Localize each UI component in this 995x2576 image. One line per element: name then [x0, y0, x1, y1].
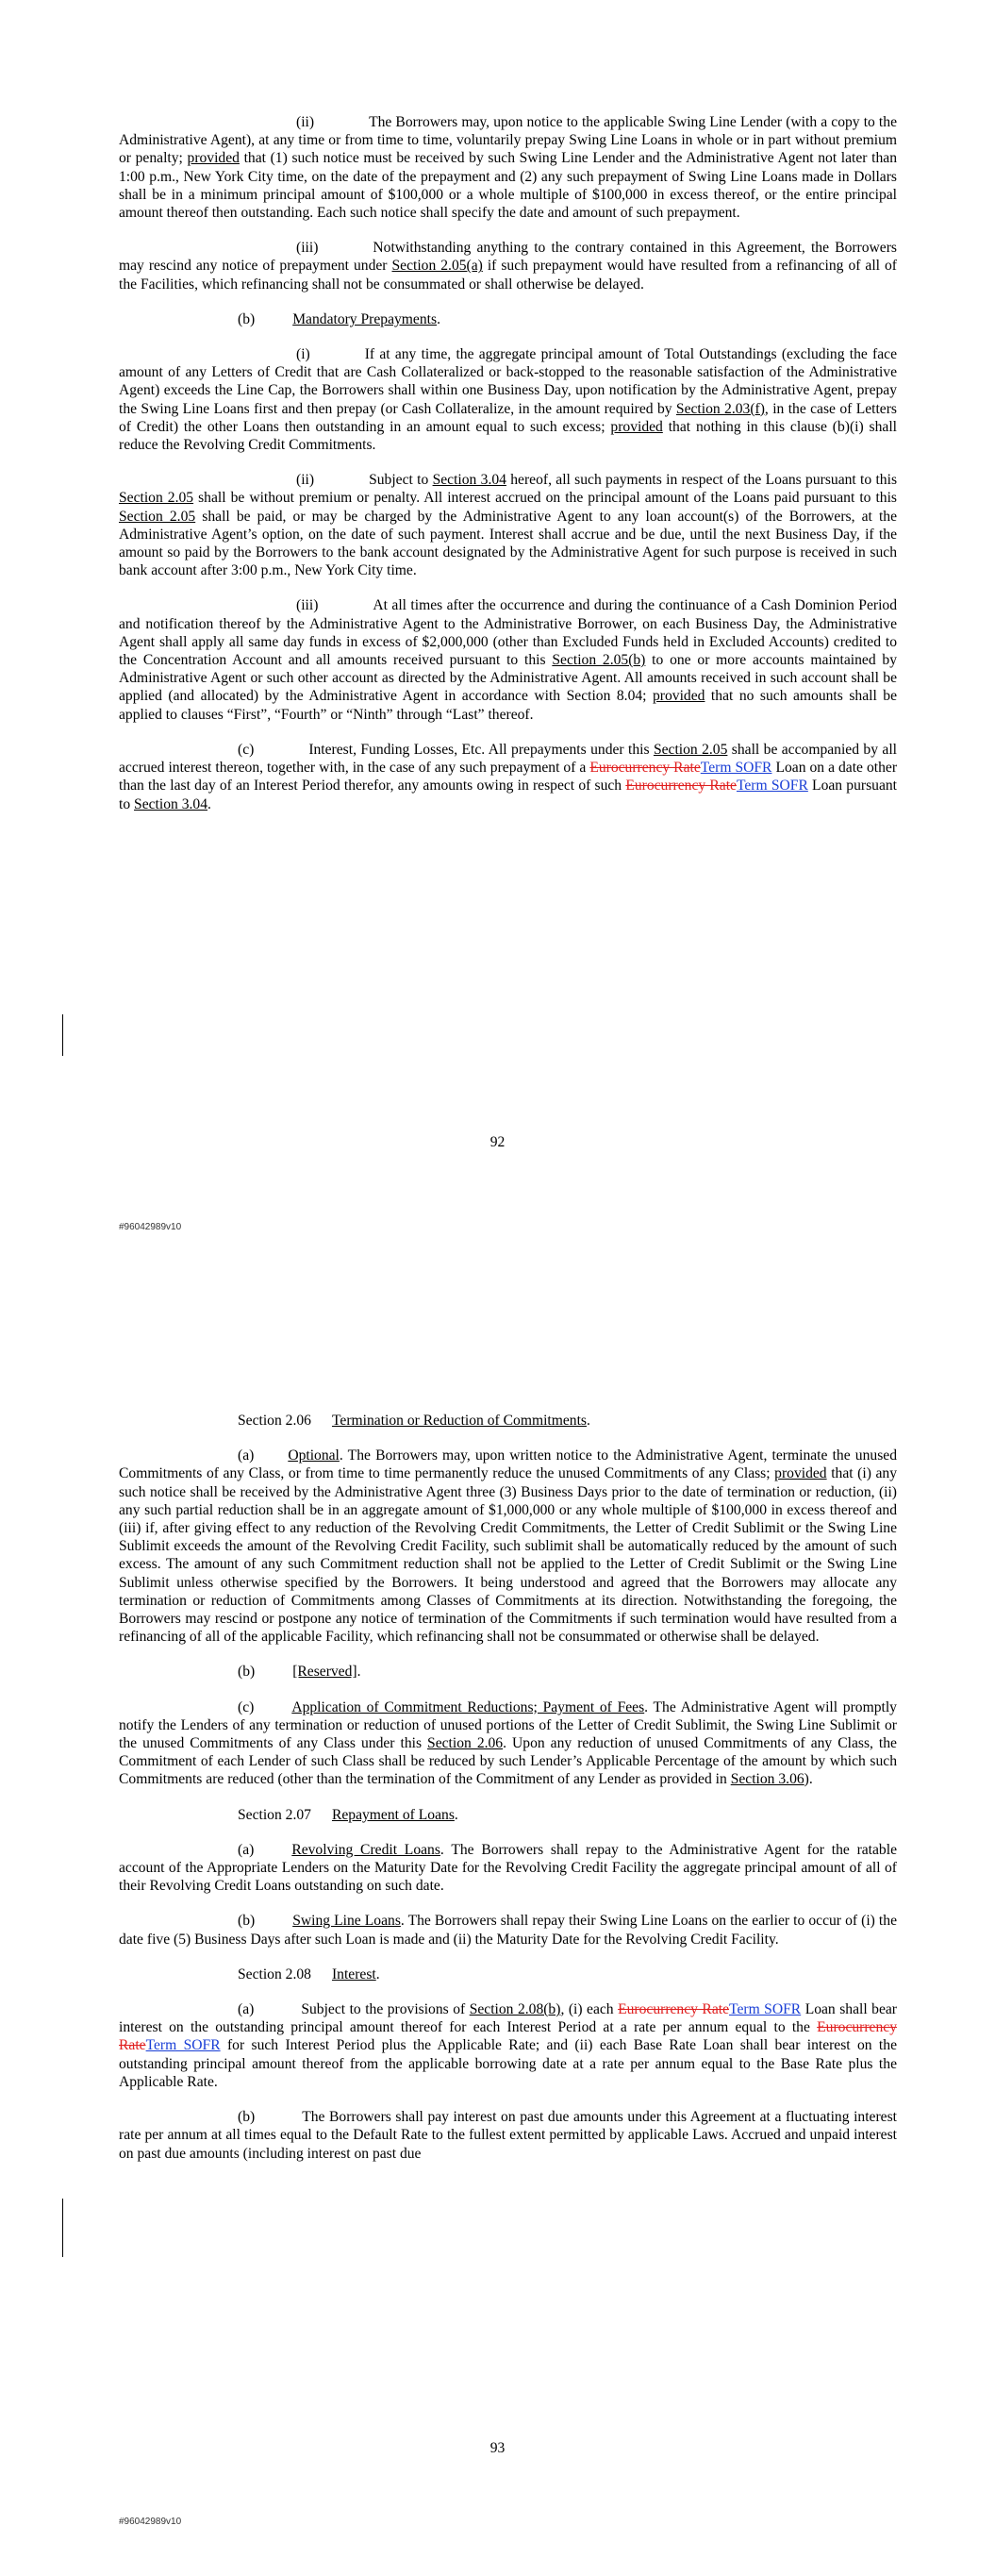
section-ref: Section 2.05(b)	[552, 652, 646, 669]
para-2-06-b: (b) [Reserved].	[238, 1664, 361, 1681]
section-ref: Section 2.03(f)	[675, 400, 765, 417]
section-ref: Section 3.04	[432, 472, 506, 489]
subheading: Swing Line Loans	[292, 1913, 401, 1930]
section-title: Repayment of Loans	[331, 1806, 455, 1823]
para-a-iii: (iii) Notwithstanding anything to the contrary contained in this Agreement, the Borrowers may rescind any notice of prepayment under Section 2.05(a) if such prepayment would have resulted from a refinancing of all of the Facilities, which refinancing shall not be consummated or shall otherwise be delayed.	[119, 240, 897, 293]
section-title: Termination or Reduction of Commitments	[331, 1413, 587, 1429]
section-ref: Section 2.05	[119, 490, 194, 507]
section-ref: Section 2.06	[427, 1735, 504, 1752]
deleted-text: Eurocurrency Rate	[625, 778, 737, 795]
para-2-06-c: (c) Application of Commitment Reductions; Payment of Fees. The Administrative Agent will promptly notify the Lenders of any termination or reduction of unused portions of the Letter of Credit Sublimit, the Swing Line Sublimit or the unused Commitments of any Class under this Section 2.06. Upon any reduction of unused Commitments of any Class, the Commitment of each Lender of such Class shall be reduced by such Lender’s Applicable Percentage of the amount by which such Commitments are reduced (other than the termination of the Commitment of any Lender as provided in Section 3.06).	[119, 1698, 897, 1788]
para-b-heading: (b) Mandatory Prepayments.	[238, 310, 440, 327]
section-2-06-heading: Section 2.06 Termination or Reduction of Commitments.	[238, 1413, 590, 1429]
deleted-text: Eurocurrency Rate	[618, 2001, 730, 2018]
page-92-text	[119, 113, 897, 830]
subheading: Revolving Credit Loans	[291, 1841, 440, 1858]
subheading: Mandatory Prepayments	[292, 310, 438, 327]
subheading: Application of Commitment Reductions; Payment of Fees	[291, 1698, 645, 1715]
page-93-text	[119, 1412, 897, 2180]
section-ref: Section 2.05(a)	[391, 258, 483, 275]
inserted-text: Term SOFR	[700, 760, 772, 777]
section-ref: Section 3.06	[730, 1771, 804, 1788]
change-bar	[62, 1014, 63, 1056]
para-b-ii: (ii) Subject to Section 3.04 hereof, all such payments in respect of the Loans pursuant to this Section 2.05 shall be without premium or penalty. All interest accrued on the principal amount of the Loans paid pursuant to this Section 2.05 shall be paid, or may be charged by the Administrative Agent to any loan account(s) of the Borrowers, at the Administrative Agent’s option, on the date of such payment. Interest shall accrue and be due, until the next Business Day, if the amount so paid by the Borrowers to the bank account designated by the Administrative Agent for such purpose is received in such bank account after 3:00 p.m., New York City time.	[119, 472, 898, 579]
section-ref: Section 2.08(b)	[469, 2001, 561, 2018]
inserted-text: Term SOFR	[736, 778, 808, 795]
section-title: Interest	[331, 1965, 376, 1982]
para-label: (ii)	[296, 114, 315, 130]
change-bar	[62, 2199, 63, 2257]
para-2-07-b: (b) Swing Line Loans. The Borrowers shall repay their Swing Line Loans on the earlier to occur of (i) the date five (5) Business Days after such Loan is made and (ii) the Maturity Date for the Revolving Credit Facility.	[119, 1913, 897, 1948]
para-2-08-a: (a) Subject to the provisions of Section 2.08(b), (i) each Eurocurrency RateTerm SOFR Loan shall bear interest on the outstanding principal amount thereof for each Interest Period at a rate per annum equal to the Eurocurrency RateTerm SOFR for such Interest Period plus the Applicable Rate; and (ii) each Base Rate Loan shall bear interest on the outstanding principal amount thereof from the applicable borrowing date at a rate per annum equal to the Base Rate plus the Applicable Rate.	[119, 2001, 897, 2090]
doc-id: #96042989v10	[119, 2517, 182, 2527]
para-2-06-a: (a) Optional. The Borrowers may, upon written notice to the Administrative Agent, terminate the unused Commitments of any Class, or from time to time permanently reduce the unused Commitments of any Class; provided that (i) any such notice shall be received by the Administrative Agent three (3) Business Days prior to the date of termination or reduction, (ii) any such partial reduction shall be in an aggregate amount of $1,000,000 or any whole multiple of $100,000 in excess thereof and (iii) if, after giving effect to any reduction of the Revolving Credit Commitments, the Letter of Credit Sublimit or the Swing Line Sublimit exceeds the amount of the Revolving Credit Facility, such sublimit shall be automatically reduced by the amount of such excess. The amount of any such Commitment reduction shall not be applied to the Letter of Credit Sublimit or the Swing Line Sublimit unless otherwise specified by the Borrowers. It being understood and agreed that the Borrowers may allocate any termination or reduction of Commitments among Classes of Commitments at its direction. Notwithstanding the foregoing, the Borrowers may rescind or postpone any notice of termination of the Commitments if such termination would have resulted from a refinancing of all of the applicable Facility, which refinancing shall not be consummated or otherwise shall be delayed.	[119, 1447, 897, 1646]
para-b-iii: (iii) At all times after the occurrence and during the continuance of a Cash Dominion Period and notification thereof by the Administrative Agent to the Administrative Borrower, on each Business Day, the Administrative Agent shall apply all same day funds in excess of $2,000,000 (other than Excluded Funds held in Excluded Accounts) credited to the Concentration Account and all amounts received pursuant to this Section 2.05(b) to one or more accounts maintained by Administrative Agent or such other account as directed by the Administrative Agent. All amounts received in such account shall be applied (and allocated) by the Administrative Agent in accordance with Section 8.04; provided that no such amounts shall be applied to clauses “First”, “Fourth” or “Ninth” through “Last” thereof.	[119, 597, 898, 723]
deleted-text: Eurocurrency Rate	[589, 760, 701, 777]
para-2-08-b: (b) The Borrowers shall pay interest on past due amounts under this Agreement at a fluctuating interest rate per annum at all times equal to the Default Rate to the fullest extent permitted by applicable Laws. Accrued and unpaid interest on past due amounts (including interest on past due	[119, 2109, 897, 2162]
section-ref: Section 3.04	[134, 795, 207, 812]
section-2-08-heading: Section 2.08 Interest.	[238, 1965, 380, 1982]
section-ref: Section 2.05	[653, 741, 728, 758]
inserted-text: Term SOFR	[145, 2037, 221, 2054]
page-number: 93	[489, 2440, 506, 2456]
subheading: [Reserved]	[292, 1664, 357, 1681]
subheading: Optional	[288, 1447, 340, 1464]
page-number: 92	[489, 1134, 506, 1150]
section-ref: Section 2.05	[119, 508, 196, 525]
page-93	[0, 1288, 995, 2576]
para-c: (c) Interest, Funding Losses, Etc. All prepayments under this Section 2.05 shall be accompanied by all accrued interest thereon, together with, in the case of any such prepayment of a Eurocurrency RateTerm SOFR Loan on a date other than the last day of an Interest Period therefor, any amounts owing in respect of such Eurocurrency RateTerm SOFR Loan pursuant to Section 3.04.	[119, 741, 898, 812]
deleted-text: Eurocurrency Rate	[119, 2019, 897, 2054]
section-2-07-heading: Section 2.07 Repayment of Loans.	[238, 1806, 458, 1823]
para-b-i: (i) If at any time, the aggregate principal amount of Total Outstandings (excluding the face amount of any Letters of Credit that are Cash Collateralized or back-stopped to the reasonable satisfaction of the Administrative Agent) exceeds the Line Cap, the Borrowers shall within one Business Day, upon notification by the Administrative Agent, prepay the Swing Line Loans first and then prepay (or Cash Collateralize, in the amount required by Section 2.03(f), in the case of Letters of Credit) the other Loans then outstanding in an amount equal to such excess; provided that nothing in this clause (b)(i) shall reduce the Revolving Credit Commitments.	[119, 346, 897, 454]
para-2-07-a: (a) Revolving Credit Loans. The Borrowers shall repay to the Administrative Agent for the ratable account of the Appropriate Lenders on the Maturity Date for the Revolving Credit Facility the aggregate principal amount of all of their Revolving Credit Loans outstanding on such date.	[119, 1841, 897, 1895]
para-a-ii: (ii) The Borrowers may, upon notice to the applicable Swing Line Lender (with a copy to the Administrative Agent), at any time or from time to time, voluntarily prepay Swing Line Loans in whole or in part without premium or penalty; provided that (1) such notice must be received by such Swing Line Lender and the Administrative Agent not later than 1:00 p.m., New York City time, on the date of the prepayment and (2) any such prepayment of Swing Line Loans made in Dollars shall be in a minimum principal amount of $100,000 or a whole multiple of $100,000 in excess thereof, or the entire principal amount thereof then outstanding. Each such notice shall specify the date and amount of such prepayment.	[119, 114, 897, 222]
doc-id: #96042989v10	[119, 1222, 182, 1232]
inserted-text: Term SOFR	[729, 2001, 802, 2018]
